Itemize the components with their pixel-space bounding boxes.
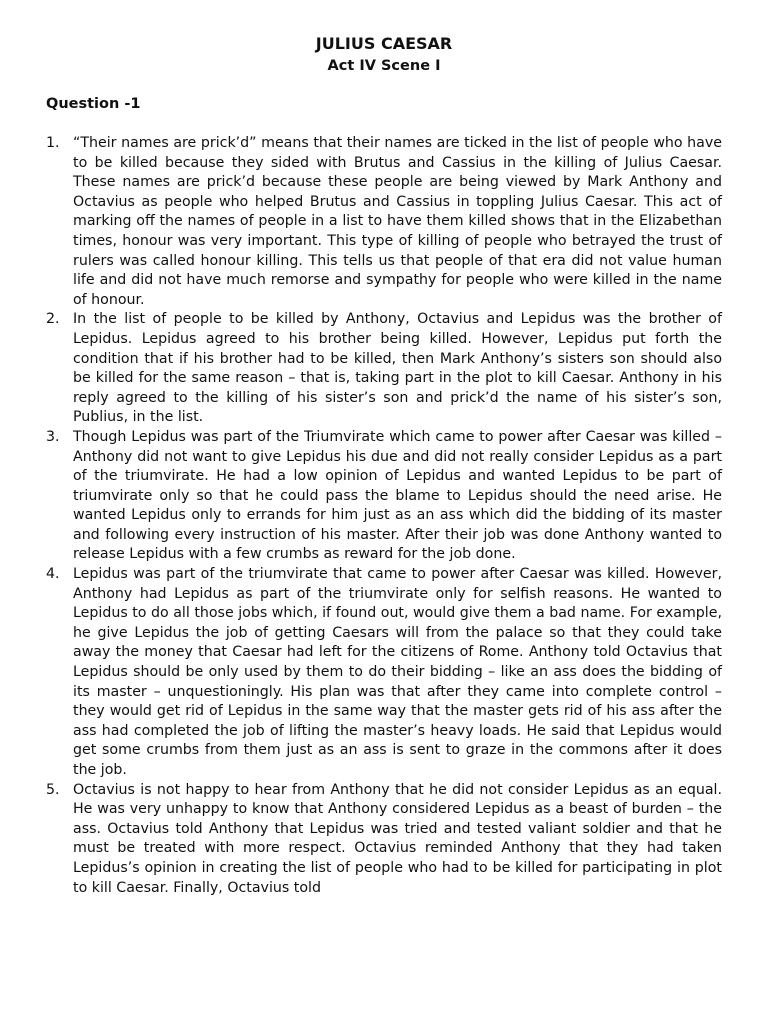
question-heading: Question -1 — [46, 96, 141, 112]
answer-number: 1. — [46, 135, 60, 151]
answer-text: Lepidus was part of the triumvirate that came to power after Caesar was killed. However, Anthony had Lepidus as part of the triumvirate only for selfish reasons. He wanted to Lepidus to do all those jobs which, if found out, would give them a bad name. For example, he give Lepidus the job of getting Caesars will from the palace so that they could take away the money that Caesar had left for the citizens of Rome. Anthony told Octavius that Lepidus should be only used by them to do their bidding – like an ass does the bidding of its master – unquestioningly. His plan was that after they came into complete control – they would get rid of Lepidus in the same way that the master gets rid of his ass after the ass had completed the job of lifting the master’s heavy loads. He said that Lepidus would get some crumbs from them just as an ass is sent to graze in the commons after it does the job. — [73, 566, 722, 778]
answer-item-5 — [46, 781, 722, 899]
answer-text: “Their names are prick’d” means that their names are ticked in the list of people who have to be killed because they sided with Brutus and Cassius in the killing of Julius Caesar. These names are prick’d because these people are being viewed by Mark Anthony and Octavius as people who helped Brutus and Cassius in toppling Julius Caesar. This act of marking off the names of people in a list to have them killed shows that in the Elizabethan times, honour was very important. This type of killing of people who betrayed the trust of rulers was called honour killing. This tells us that people of that era did not value human life and did not have much remorse and sympathy for people who were killed in the name of honour. — [73, 135, 722, 308]
answer-number: 3. — [46, 428, 60, 445]
answer-list — [46, 134, 722, 898]
answer-item-4 — [46, 565, 722, 781]
document-title: JULIUS CAESAR — [315, 34, 453, 53]
answer-item-1 — [46, 134, 722, 310]
answer-item-2 — [46, 310, 722, 428]
answer-text: Though Lepidus was part of the Triumvirate which came to power after Caesar was killed – Anthony did not want to give Lepidus his due and did not really consider Lepidus as a part of the triumvirate. He had a low opinion of Lepidus and wanted Lepidus to be part of triumvirate only so that he could pass the blame to Lepidus should the need arise. He wanted Lepidus only to errands for him just as an ass which did the bidding of its master and following every instruction of his master. After their job was done Anthony wanted to release Lepidus with a few crumbs as reward for the job done. — [73, 428, 722, 563]
document-subtitle: Act IV Scene I — [327, 58, 441, 74]
answer-number: 5. — [46, 781, 60, 798]
answer-text: Octavius is not happy to hear from Anthony that he did not consider Lepidus as an equal. He was very unhappy to know that Anthony considered Lepidus as a beast of burden – the ass. Octavius told Anthony that Lepidus was tried and tested valiant soldier and that he must be treated with more respect. Octavius reminded Anthony that they had taken Lepidus’s opinion in creating the list of people who had to be killed for participating in plot to kill Caesar. Finally, Octavius told — [73, 781, 722, 896]
answer-number: 2. — [46, 311, 60, 328]
answer-number: 4. — [46, 566, 60, 583]
answer-item-3 — [46, 428, 722, 565]
answer-text: In the list of people to be killed by Anthony, Octavius and Lepidus was the brother of Lepidus. Lepidus agreed to his brother being killed. However, Lepidus put forth the condition that if his brother had to be killed, then Mark Anthony’s sisters son should also be killed for the same reason – that is, taking part in the plot to kill Caesar. Anthony in his reply agreed to the killing of his sister’s son and prick’d the name of his sister’s son, Publius, in the list. — [73, 311, 722, 426]
